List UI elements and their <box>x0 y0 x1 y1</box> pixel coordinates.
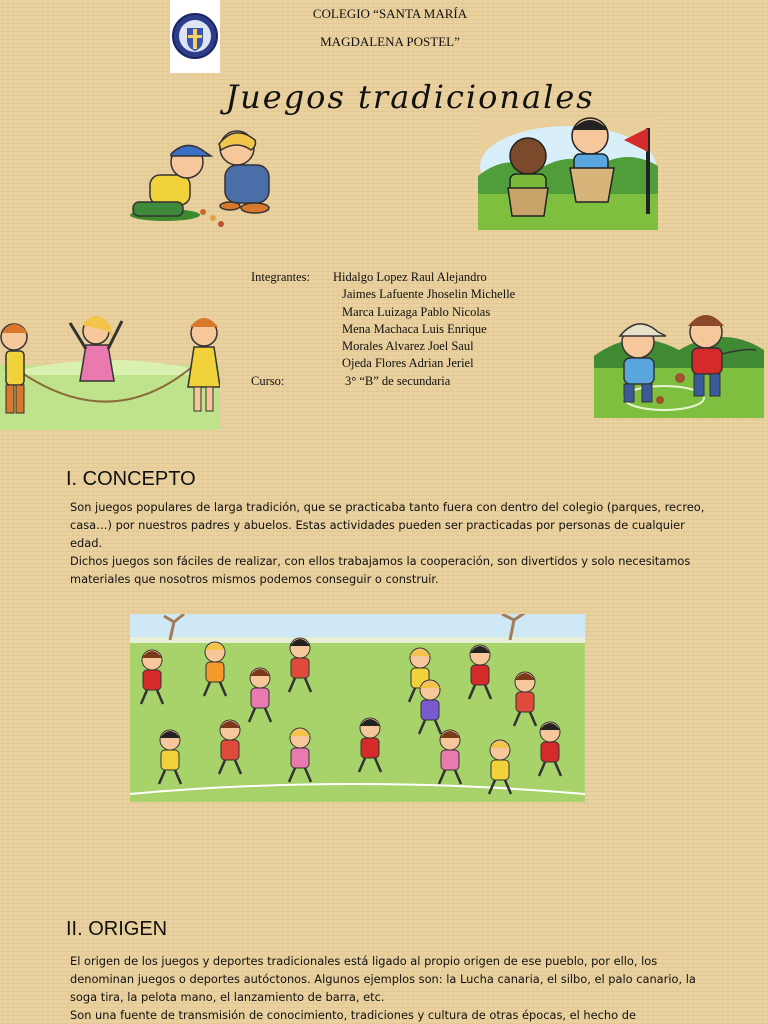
section-concepto-heading: I. CONCEPTO <box>66 468 196 490</box>
section-concepto-text <box>70 498 710 588</box>
page-title: Juegos tradicionales <box>225 78 595 116</box>
course-value: 3° “B” de secundaria <box>345 373 451 388</box>
jump-rope-illustration <box>0 305 220 430</box>
school-name-line-2: MAGDALENA POSTEL” <box>320 34 460 49</box>
member-name: Ojeda Flores Adrian Jeriel <box>342 356 474 371</box>
section-origen-text <box>70 952 710 1024</box>
child-figure <box>419 680 441 734</box>
child-figure <box>204 642 226 696</box>
child-figure <box>141 650 163 704</box>
child-figure <box>514 672 536 726</box>
child-figure <box>289 638 311 692</box>
child-figure <box>159 730 181 784</box>
child-figure <box>469 645 491 699</box>
paragraph: El origen de los juegos y deportes tradicionales está ligado al propio origen de ese pueblo, por ello, los denominan juegos o deportes autóctonos. Algunos ejemplos son: la Lucha canaria, el silbo, el palo canario, la soga tira, la pelota mano, el lanzamiento de barra, etc. <box>70 954 696 1004</box>
child-figure <box>439 730 461 784</box>
members-block <box>251 269 515 390</box>
spinning-top-illustration <box>594 306 764 418</box>
child-figure <box>489 740 511 794</box>
group-games-illustration <box>130 614 585 802</box>
member-name: Morales Alvarez Joel Saul <box>342 339 474 354</box>
course-row <box>251 373 515 390</box>
members-row <box>251 269 515 286</box>
members-label: Integrantes: <box>251 270 311 284</box>
member-name: Mena Machaca Luis Enrique <box>342 321 487 336</box>
member-name: Marca Luizaga Pablo Nicolas <box>342 304 491 319</box>
paragraph: Son juegos populares de larga tradición, que se practicaba tanto fuera con dentro del colegio (parques, recreo, casa…) por nuestros padres y abuelos. Estas actividades pueden ser practicadas por personas de cualquier edad. <box>70 500 705 550</box>
section-origen-heading: II. ORIGEN <box>66 918 168 940</box>
sack-race-illustration <box>478 116 658 230</box>
paragraph: Dichos juegos son fáciles de realizar, con ellos trabajamos la cooperación, son divertidos y solo necesitamos materiales que nosotros mismos podemos conseguir o construir. <box>70 554 691 586</box>
school-crest-icon <box>170 0 220 73</box>
child-figure <box>249 668 271 722</box>
paragraph: Son una fuente de transmisión de conocimiento, tradiciones y cultura de otras épocas, el hecho de <box>70 1008 636 1022</box>
child-figure <box>539 722 561 776</box>
school-name-line-1: COLEGIO “SANTA MARÍA <box>312 6 468 21</box>
marbles-illustration <box>125 120 280 230</box>
child-figure <box>219 720 241 774</box>
course-label: Curso: <box>251 373 285 388</box>
child-figure <box>289 728 311 782</box>
member-name: Jaimes Lafuente Jhoselin Michelle <box>342 287 516 302</box>
child-figure <box>359 718 381 772</box>
member-name: Hidalgo Lopez Raul Alejandro <box>333 270 487 284</box>
